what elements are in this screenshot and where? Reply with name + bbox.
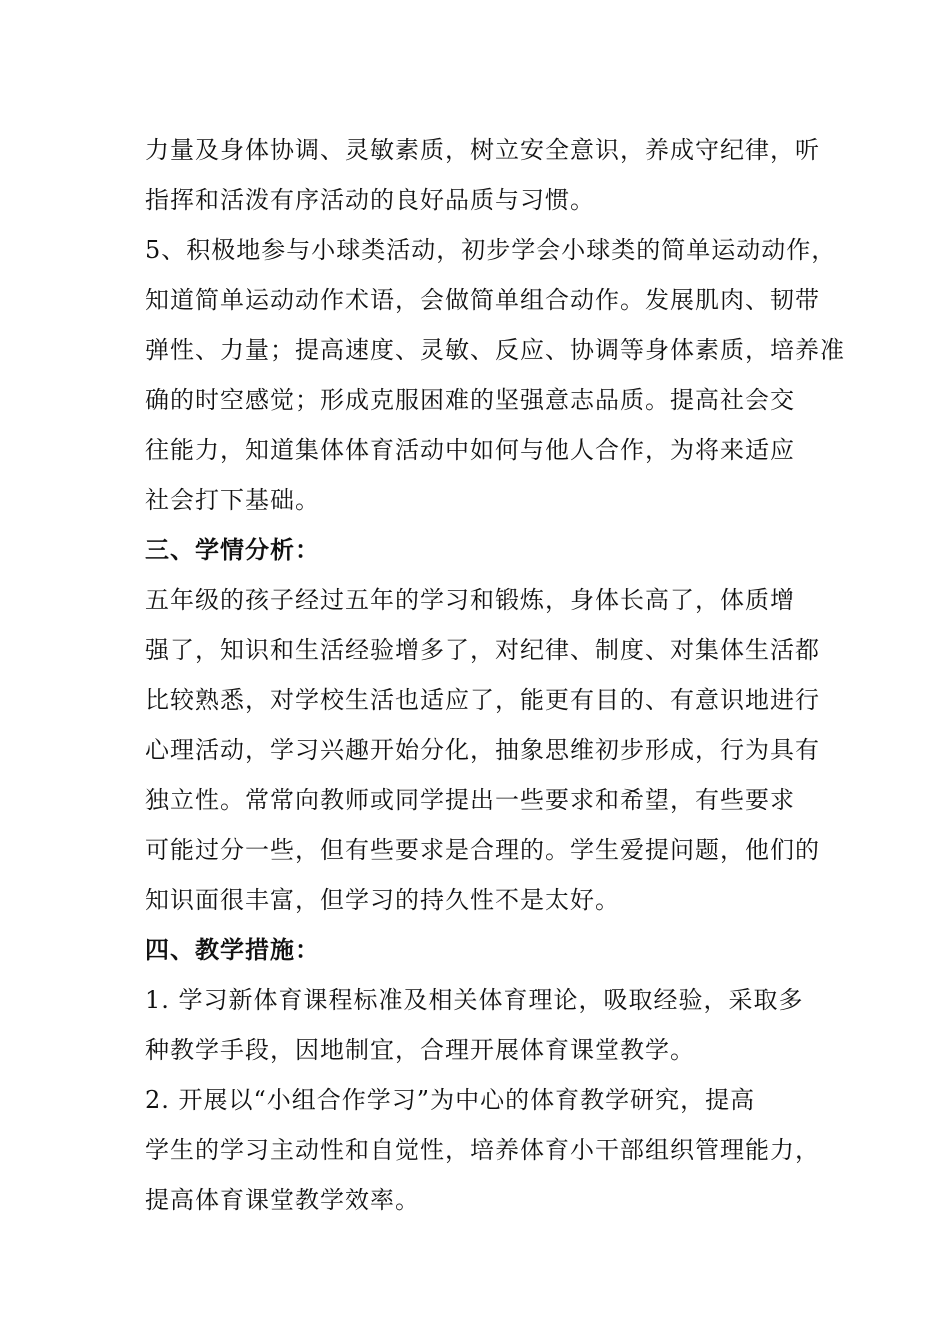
section-heading: 三、学情分析： [145,535,320,564]
text-line: 可能过分一些，但有些要求是合理的。学生爱提问题，他们的 [145,836,820,864]
text-line: 学生的学习主动性和自觉性，培养体育小干部组织管理能力， [145,1136,820,1164]
text-line: 心理活动，学习兴趣开始分化，抽象思维初步形成，行为具有 [145,736,820,764]
text-line: 提高体育课堂教学效率。 [145,1186,420,1214]
text-line: 1. 学习新体育课程标准及相关体育理论，吸取经验，采取多 [145,986,804,1014]
text-line: 2. 开展以“小组合作学习”为中心的体育教学研究，提高 [145,1086,756,1114]
text-line: 强了，知识和生活经验增多了，对纪律、制度、对集体生活都 [145,636,820,664]
text-line: 五年级的孩子经过五年的学习和锻炼，身体长高了，体质增 [145,586,795,614]
text-line: 独立性。常常向教师或同学提出一些要求和希望，有些要求 [145,786,795,814]
section-heading: 四、教学措施： [145,935,320,964]
text-line: 知道简单运动动作术语，会做简单组合动作。发展肌肉、韧带 [145,286,820,314]
text-line: 弹性、力量；提高速度、灵敏、反应、协调等身体素质，培养准 [145,336,845,364]
text-line: 种教学手段，因地制宜，合理开展体育课堂教学。 [145,1036,695,1064]
text-line: 确的时空感觉；形成克服困难的坚强意志品质。提高社会交 [145,386,795,414]
text-line: 社会打下基础。 [145,486,320,514]
text-line: 力量及身体协调、灵敏素质，树立安全意识，养成守纪律，听 [145,136,820,164]
text-line: 知识面很丰富，但学习的持久性不是太好。 [145,886,620,914]
text-line: 指挥和活泼有序活动的良好品质与习惯。 [145,186,595,214]
text-line: 往能力，知道集体体育活动中如何与他人合作，为将来适应 [145,436,795,464]
text-line: 5、积极地参与小球类活动，初步学会小球类的简单运动动作， [145,236,837,264]
text-line: 比较熟悉，对学校生活也适应了，能更有目的、有意识地进行 [145,686,820,714]
